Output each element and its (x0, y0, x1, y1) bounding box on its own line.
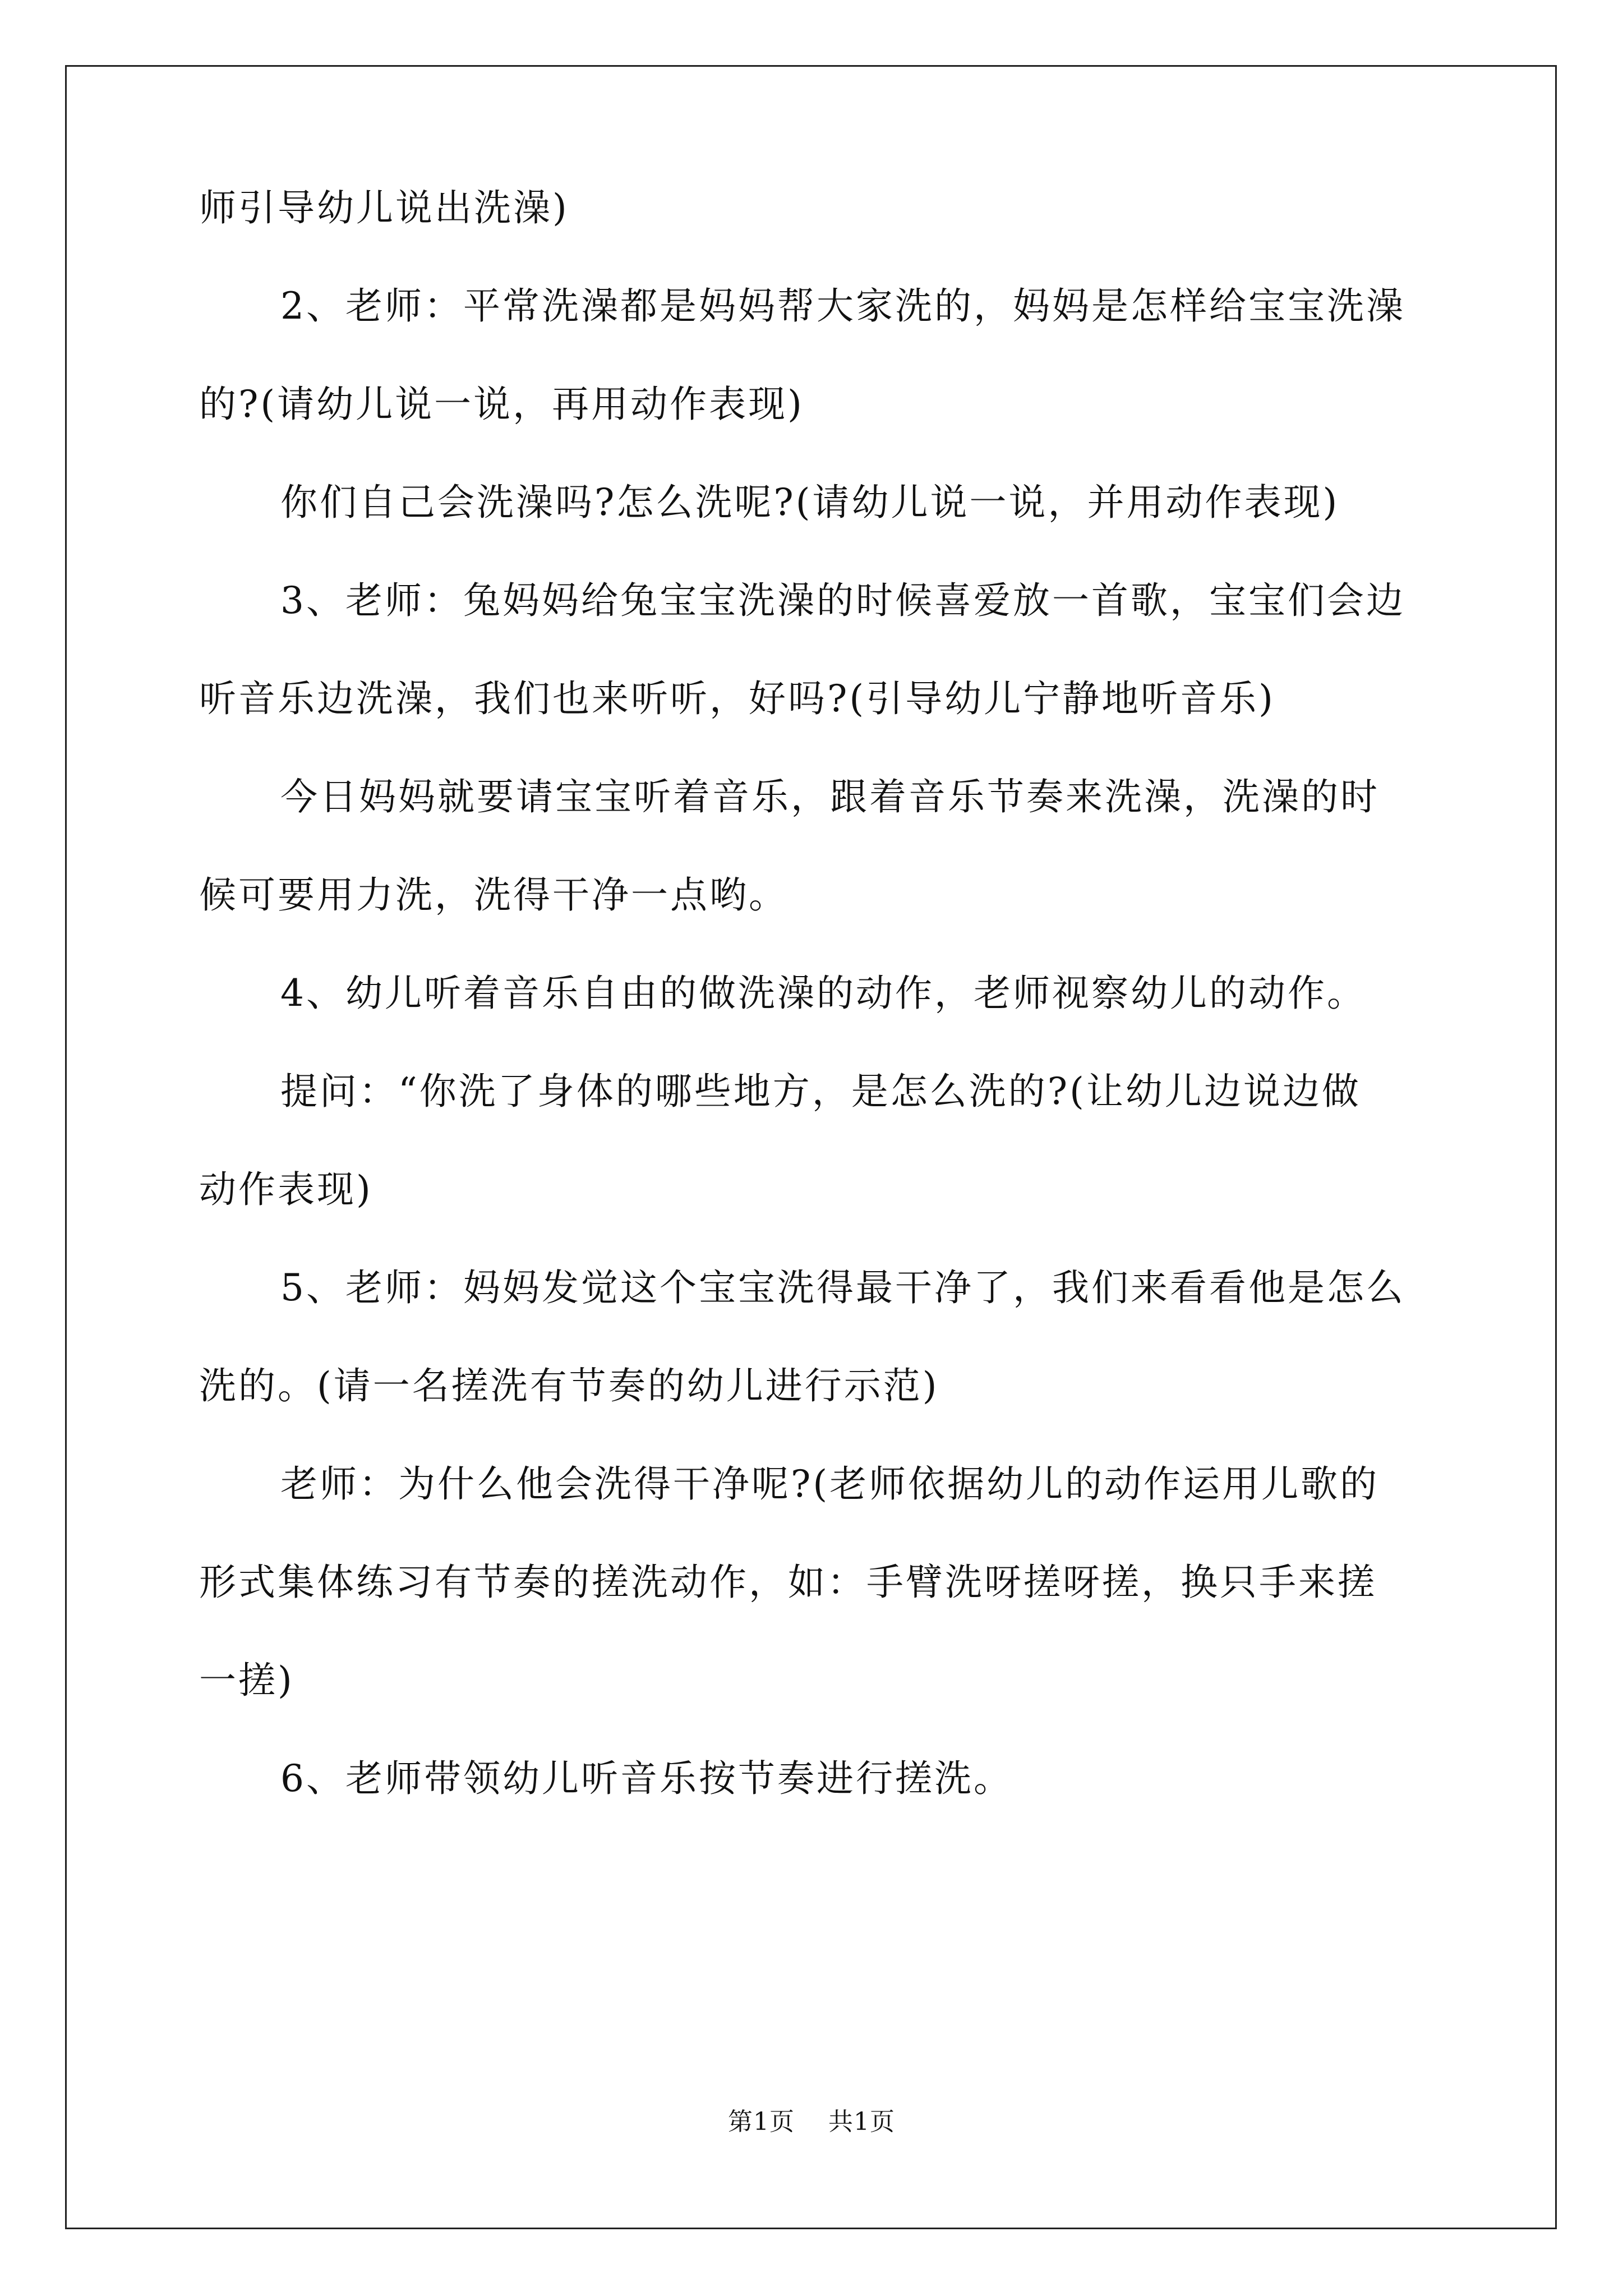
text-line-3: 的?(请幼儿说一说，再用动作表现) (199, 383, 804, 426)
page-total: 共1页 (828, 2108, 895, 2136)
page-number: 第1页 (728, 2108, 795, 2136)
text-line-11: 动作表现) (199, 1168, 373, 1211)
text-line-1: 师引导幼儿说出洗澡) (199, 186, 569, 229)
text-line-12: 5、老师：妈妈发觉这个宝宝洗得最干净了，我们来看看他是怎么 (280, 1266, 1405, 1309)
text-line-5: 3、老师：兔妈妈给兔宝宝洗澡的时候喜爱放一首歌，宝宝们会边 (280, 579, 1405, 622)
text-line-7: 今日妈妈就要请宝宝听着音乐，跟着音乐节奏来洗澡，洗澡的时 (280, 775, 1380, 818)
text-line-13: 洗的。(请一名搓洗有节奏的幼儿进行示范) (199, 1364, 939, 1407)
text-line-16: 一搓) (199, 1659, 294, 1702)
text-line-10: 提问：“你洗了身体的哪些地方，是怎么洗的?(让幼儿边说边做 (280, 1070, 1361, 1113)
text-line-6: 听音乐边洗澡，我们也来听听，好吗?(引导幼儿宁静地听音乐) (199, 677, 1275, 720)
text-line-14: 老师：为什么他会洗得干净呢?(老师依据幼儿的动作运用儿歌的 (280, 1462, 1380, 1506)
text-line-9: 4、幼儿听着音乐自由的做洗澡的动作，老师视察幼儿的动作。 (280, 972, 1366, 1015)
text-line-15: 形式集体练习有节奏的搓洗动作，如：手臂洗呀搓呀搓，换只手来搓 (199, 1561, 1377, 1604)
text-line-4: 你们自己会洗澡吗?怎么洗呢?(请幼儿说一说，并用动作表现) (280, 481, 1340, 524)
text-line-2: 2、老师：平常洗澡都是妈妈帮大家洗的，妈妈是怎样给宝宝洗澡 (280, 284, 1405, 328)
text-line-8: 候可要用力洗，洗得干净一点哟。 (199, 873, 788, 917)
document-body (199, 186, 1427, 1876)
text-line-17: 6、老师带领幼儿听音乐按节奏进行搓洗。 (280, 1757, 1013, 1800)
page-footer (0, 2101, 1623, 2137)
